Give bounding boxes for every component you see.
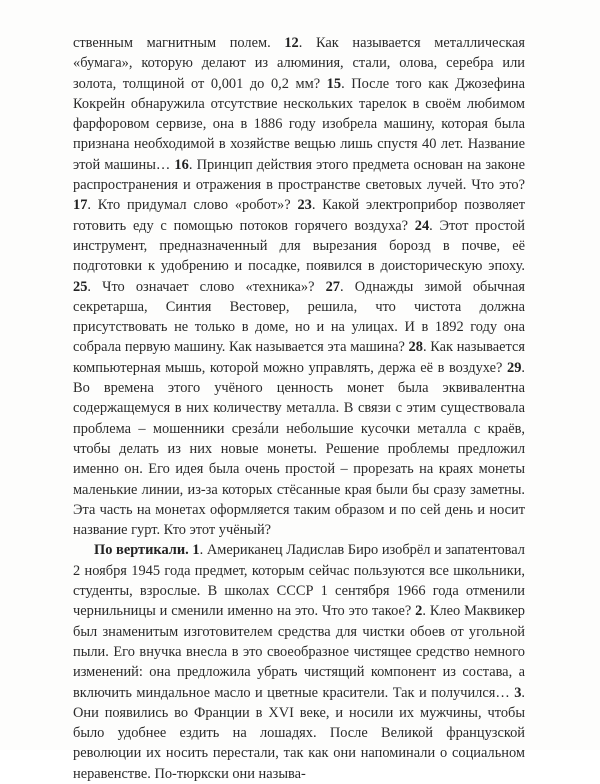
- question-number: 12: [284, 35, 299, 51]
- question-text: . Какой электроприбор позволяет готовить еду с помощью потоков горячего воздуха?: [73, 197, 526, 234]
- question-text: . После того как Джозефина Кокрейн обнаружила отсутствие нескольких тарелок в своём любимом фарфоровом сервизе, она в 1886 году изобрела машину, которая была признана необходимой в хозяйстве вещью лишь спустя 40 лет. Название этой машины…: [73, 75, 525, 173]
- question-number: 29: [507, 359, 522, 376]
- question-text: . Принцип действия этого предмета основан на законе распространения и отражения в пространстве световых лучей. Что это?: [73, 156, 525, 194]
- question-number: 15: [326, 75, 342, 92]
- question-number: 28: [408, 339, 423, 356]
- section-heading: По вертикали.: [94, 542, 189, 559]
- question-text: . Кто придумал слово «робот»?: [87, 197, 298, 214]
- question-number: 3: [514, 684, 522, 701]
- question-number: 17: [73, 197, 88, 214]
- question-text: . Как называется компьютерная мышь, которой можно управлять, держа её в воздухе?: [73, 339, 525, 376]
- question-text: . Американец Ладислав Биро изобрёл и запатентовал 2 ноября 1945 года предмет, которым сейчас пользуются все школьники, студенты, взрослые. В школах СССР 1 сентября 1966 года отменили чернильницы и сменили именно на это. Что это такое?: [73, 542, 525, 620]
- question-number: 24: [414, 217, 430, 234]
- question-number: 16: [174, 156, 189, 173]
- question-text: . Они появились во Франции в XVI веке, и носили их мужчины, чтобы было удобнее ездить на лошадях. После Великой французской революции их носить перестали, так как они напоминали о социальном неравенстве. По-тюркски они называ-: [73, 684, 525, 782]
- question-text: . Этот простой инструмент, предназначенный для вырезания борозд в почве, её подготовки к удобрению и посадке, появился в доисторическую эпоху.: [73, 217, 525, 275]
- paragraph-horizontal-questions: [73, 33, 525, 540]
- question-text: . Во времена этого учёного ценность монет была эквивалентна содержащемуся в них количеству металла. В связи с этим существовала проблема – мошенники срезáли небольшие кусочки металла с краёв, чтобы делать из них новые монеты. Решение проблемы предложил именно он. Его идея была очень простой – прорезать на краях монеты маленькие линии, из-за которых стёсанные края были бы сразу заметны. Эта часть на монетах оформляется таким образом и по сей день и носит название гурт. Кто этот учёный?: [73, 359, 525, 539]
- question-text: . Однажды зимой обычная секретарша, Синтия Вестовер, решила, что чистота должна присутствовать не только в доме, но и на улицах. И в 1892 году она собрала первую машину. Как называется эта машина?: [73, 278, 525, 356]
- question-text: . Что означает слово «техника»?: [87, 278, 326, 295]
- question-number: 23: [297, 197, 312, 214]
- question-text: . Как называется металлическая «бумага», которую делают из алюминия, стали, олова, серебра или золота, толщиной от 0,001 до 0,2 мм?: [73, 35, 525, 92]
- question-number: 25: [73, 278, 88, 295]
- question-number: 2: [415, 603, 423, 620]
- body-text: [73, 33, 525, 784]
- paragraph-vertical-questions: [73, 540, 525, 784]
- question-number: 1: [192, 542, 200, 559]
- question-text: . Клео Маквикер был знаменитым изготовителем средства для чистки обоев от угольной пыли. Его внучка внесла в это своеобразное чистящее средство немного изменений: она предложила убрать чистящий компонент из состава, а включить миндальное масло и цветные красители. Так и получился…: [73, 603, 525, 701]
- question-text: ственным магнитным полем.: [73, 35, 285, 51]
- question-number: 27: [325, 278, 340, 295]
